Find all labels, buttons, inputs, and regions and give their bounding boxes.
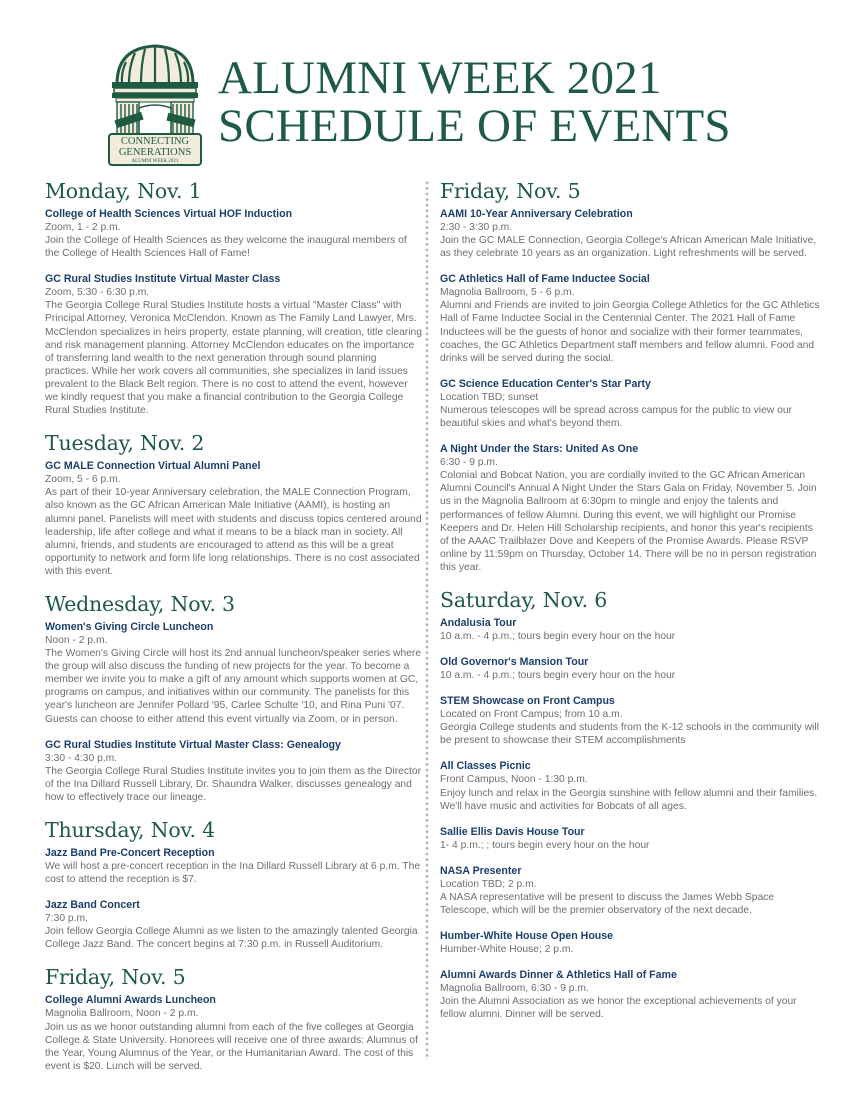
event-item — [45, 994, 423, 1072]
event-description: Join the College of Health Sciences as they welcome the inaugural members of the College of Health Sciences Hall of Fame! — [45, 235, 407, 260]
event-item — [440, 208, 824, 260]
column-divider — [425, 180, 429, 1060]
page-header — [105, 40, 805, 175]
event-title: A Night Under the Stars: United As One — [440, 443, 639, 456]
event-meta: 3:30 - 4:30 p.m. — [45, 752, 118, 764]
day-heading: Friday, Nov. 5 — [440, 179, 581, 203]
event-title: STEM Showcase on Front Campus — [440, 695, 615, 708]
event-description: We will host a pre-concert reception in the Ina Dillard Russell Library at 6 p.m. The cost to attend the reception is $7. — [45, 861, 421, 886]
day-heading: Friday, Nov. 5 — [45, 965, 186, 990]
event-title: Women's Giving Circle Luncheon — [45, 620, 214, 633]
event-meta: Front Campus, Noon - 1:30 p.m. — [440, 774, 588, 786]
event-item — [45, 460, 423, 578]
event-meta: Located on Front Campus; from 10 a.m. — [440, 709, 623, 721]
event-title: AAMI 10-Year Anniversary Celebration — [440, 208, 633, 220]
event-description: A NASA representative will be present to discuss the James Webb Space Telescope, which will be the premier observatory of the next decade. — [440, 891, 775, 916]
event-title: GC Science Education Center's Star Party — [440, 377, 651, 390]
event-description: The Women's Giving Circle will host its 2nd annual luncheon/speaker series where the group will also discuss the funding of new projects for the year. To become a member we invite you to make a gift of any amount which supports women at GC, programs on campus, and initiatives within our community. The panelists for this year's luncheon are Jennifer Pollard '95, Carlee Schulte '10, and Rina Puni '07. Guests can choose to either attend this event virtually via Zoom, or in person. — [45, 648, 422, 725]
left-column — [45, 178, 423, 1086]
event-meta: 7:30 p.m. — [45, 913, 88, 925]
event-meta: Zoom, 5 - 6 p.m. — [45, 474, 121, 486]
event-item — [45, 621, 423, 726]
event-description: Colonial and Bobcat Nation, you are cordially invited to the GC African American Alumni Council's Annual A Night Under the Stars Gala on Friday, November 5. Join us in the Magnolia Ballroom at 6:30pm to mingle and enjoy the talents and performances of fellow Alumni. During this event, we will highlight our Promise Keepers and Dr. Helen Hill Scholarship recipients, and honor this year's recipients of the AAAC Trailblazer Dove and Keepers of the Promise Awards. Please RSVP online by 11:59pm on Thursday, October 14. There will be no in person registration this year. — [440, 470, 817, 573]
event-title: NASA Presenter — [440, 864, 522, 877]
event-meta: 10 a.m. - 4 p.m.; tours begin every hour on the hour — [440, 630, 676, 642]
event-meta: Location TBD; 2 p.m. — [440, 878, 537, 890]
event-item — [45, 273, 423, 417]
event-title: Old Governor's Mansion Tour — [440, 656, 589, 669]
event-item — [45, 208, 423, 260]
day-heading: Thursday, Nov. 4 — [45, 818, 215, 842]
event-title: Alumni Awards Dinner & Athletics Hall of Fame — [440, 969, 677, 982]
event-description: Join the Alumni Association as we honor the exceptional achievements of your fellow alumni. Dinner will be served. — [440, 996, 797, 1021]
event-meta: Magnolia Ballroom, 6:30 - 9 p.m. — [440, 983, 589, 995]
event-title: GC Rural Studies Institute Virtual Master Class: Genealogy — [45, 738, 341, 751]
event-item — [440, 930, 824, 956]
event-meta: 1- 4 p.m.; ; tours begin every hour on the hour — [440, 839, 650, 851]
logo-text-alumni-week: ALUMNI WEEK 2021 — [131, 159, 179, 164]
day-thursday — [45, 817, 423, 951]
event-title: All Classes Picnic — [440, 760, 531, 773]
day-heading: Saturday, Nov. 6 — [440, 587, 608, 612]
event-title: GC MALE Connection Virtual Alumni Panel — [45, 460, 261, 473]
event-meta: Zoom, 1 - 2 p.m. — [45, 222, 121, 233]
event-title: Humber-White House Open House — [440, 930, 614, 943]
day-monday — [45, 178, 423, 417]
event-item — [440, 760, 824, 812]
event-title: Jazz Band Concert — [45, 899, 140, 912]
event-title: Andalusia Tour — [440, 616, 517, 629]
event-title: Jazz Band Pre-Concert Reception — [45, 847, 215, 859]
event-item — [440, 656, 824, 682]
day-tuesday — [45, 430, 423, 578]
day-friday-right — [440, 178, 824, 574]
event-meta: Location TBD; sunset — [440, 391, 539, 403]
event-title: College of Health Sciences Virtual HOF Induction — [45, 208, 293, 220]
event-meta: Humber-White House; 2 p.m. — [440, 944, 574, 956]
event-item — [440, 378, 824, 430]
day-wednesday — [45, 591, 423, 804]
day-heading: Tuesday, Nov. 2 — [45, 431, 205, 456]
event-description: The Georgia College Rural Studies Institute invites you to join them as the Director of the Ina Dillard Russell Library, Dr. Shaundra Walker, discusses genealogy and how to effectively trace our lineage. — [45, 765, 422, 803]
day-heading: Wednesday, Nov. 3 — [45, 591, 235, 616]
page-title — [218, 54, 731, 150]
event-item — [45, 739, 423, 804]
event-meta: Noon - 2 p.m. — [45, 634, 108, 646]
event-item — [440, 969, 824, 1021]
event-meta: Magnolia Ballroom, Noon - 2 p.m. — [45, 1008, 199, 1020]
right-column — [440, 178, 824, 1034]
event-description: Numerous telescopes will be spread across campus for the public to view our beautiful skies and what's beyond them. — [440, 404, 792, 430]
title-line-1: ALUMNI WEEK 2021 — [218, 52, 662, 104]
event-description: As part of their 10-year Anniversary celebration, the MALE Connection Program, also known as the GC African American Male Initiative (AAMI), is hosting an alumni panel. Panelists will meet with students and discuss topics centered around leadership, life after college and what it means to be a black man in society. All alumni, friends, and students are encouraged to attend as this will be a great opportunity to network and form life long relationships. There is no cost associated with this event. — [45, 487, 422, 577]
event-description: Join fellow Georgia College Alumni as we listen to the amazingly talented Georgia College Jazz Band. The concert begins at 7:30 p.m. in Russell Auditorium. — [45, 926, 418, 951]
event-title: GC Athletics Hall of Fame Inductee Social — [440, 273, 650, 286]
event-description: Join us as we honor outstanding alumni from each of the five colleges at Georgia College & State University. Honorees will receive one of three awards: Alumnus of the Year, Young Alumnus of the Year, or the Humanitarian Award. The cost of this event is $20. Lunch will be served. — [45, 1021, 418, 1072]
event-meta: 6:30 - 9 p.m. — [440, 457, 498, 469]
day-friday-left — [45, 964, 423, 1072]
event-item — [440, 617, 824, 643]
event-description: The Georgia College Rural Studies Institute hosts a virtual "Master Class" with Principal Attorney, Veronica McClendon. Known as The Family Land Lawyer, Mrs. McClendon specializes in heirs property, estate planning, will creation, title clearing and risk management planning. Attorney McClendon educates on the importance of transferring land wealth to the next generation through sound planning practices. While her work covers all communities, she specializes in land issues prevalent to the Black Belt region. There is no cost to attend the event, however we kindly request that you make a financial contribution to the Georgia College Rural Studies Institute. — [45, 300, 422, 417]
event-description: Alumni and Friends are invited to join Georgia College Athletics for the GC Athletics Hall of Fame Inductee Social in the Centennial Center. The 2021 Hall of Fame Inductees will be the guests of honor and socialize with their former teammates, coaches, the GC Athletics Department staff members and fellow alumni. Food and drinks will be served during the social. — [440, 300, 820, 364]
day-heading: Monday, Nov. 1 — [45, 179, 202, 203]
event-meta: Zoom, 5:30 - 6:30 p.m. — [45, 287, 150, 299]
event-title: Sallie Ellis Davis House Tour — [440, 825, 585, 838]
event-item — [45, 847, 423, 886]
event-description: Georgia College students and students from the K-12 schools in the community will be present to showcase their STEM accomplishments — [440, 722, 819, 747]
event-description: Enjoy lunch and relax in the Georgia sunshine with fellow alumni and their families. We'll have music and activities for Bobcats of all ages. — [440, 787, 818, 812]
title-line-2: SCHEDULE OF EVENTS — [218, 100, 731, 152]
event-item — [440, 443, 824, 574]
event-title: GC Rural Studies Institute Virtual Master Class — [45, 273, 281, 286]
event-title: College Alumni Awards Luncheon — [45, 994, 216, 1007]
event-item — [440, 695, 824, 747]
event-meta: 10 a.m. - 4 p.m.; tours begin every hour on the hour — [440, 670, 676, 682]
event-item — [45, 899, 423, 951]
logo-text-connecting: CONNECTING — [120, 136, 190, 147]
event-item — [440, 273, 824, 365]
day-saturday — [440, 587, 824, 1022]
event-item — [440, 865, 824, 917]
connecting-generations-logo-icon — [105, 42, 205, 166]
logo-text-generations: GENERATIONS — [118, 147, 192, 158]
event-item — [440, 826, 824, 852]
event-meta: Magnolia Ballroom, 5 - 6 p.m. — [440, 287, 575, 299]
event-description: Join the GC MALE Connection, Georgia College's African American Male Initiative, as they celebrate 10 years as an organization. Light refreshments will be served. — [440, 235, 817, 260]
event-meta: 2:30 - 3:30 p.m. — [440, 222, 513, 233]
